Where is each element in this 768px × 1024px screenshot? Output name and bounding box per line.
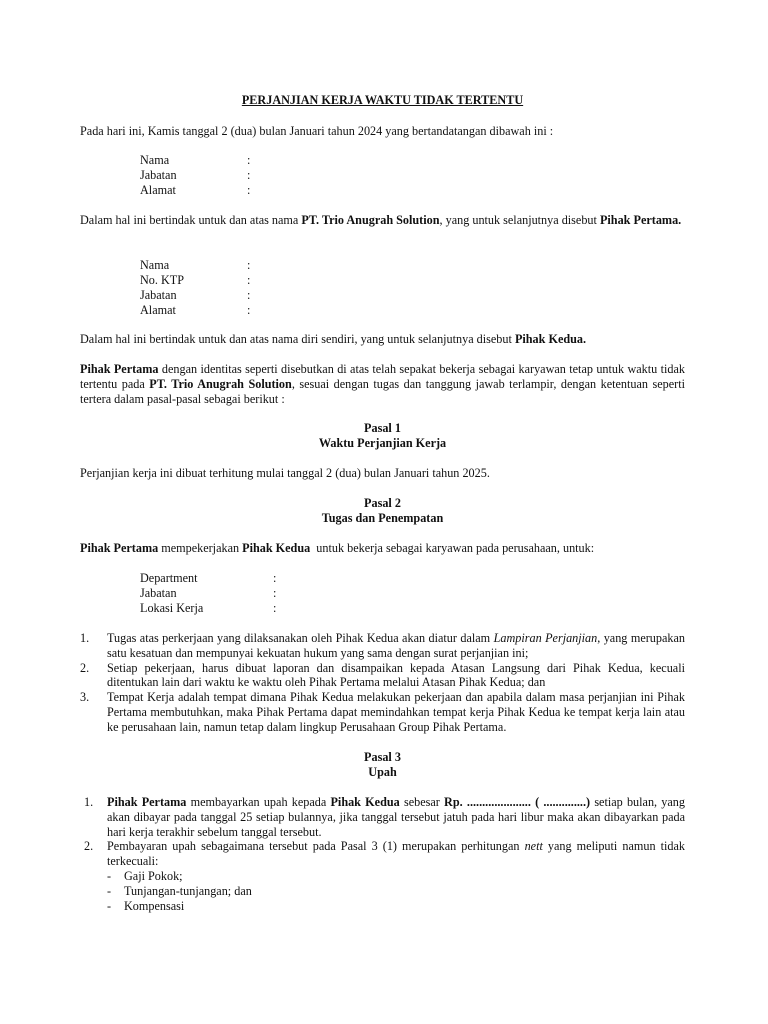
party2-statement: Dalam hal ini bertindak untuk dan atas nama diri sendiri, yang untuk selanjutnya disebut Pihak Kedua. xyxy=(80,332,587,346)
sub-list-item: - Tunjangan-tunjangan; dan xyxy=(107,883,252,898)
pasal1-heading: Pasal 1 xyxy=(364,421,401,435)
pasal2-heading: Pasal 2 xyxy=(364,496,401,510)
field-row: No. KTP : xyxy=(140,273,251,287)
document-title: PERJANJIAN KERJA WAKTU TIDAK TERTENTU xyxy=(241,93,524,107)
list-item: 2. Pembayaran upah sebagaimana tersebut pada Pasal 3 (1) merupakan perhitungan nett yang meliputi namun tidak terkecuali: - Gaji Pokok; - Tunjangan-tunjangan; dan - Kompensasi xyxy=(84,839,685,913)
field-row: Nama : xyxy=(140,258,251,272)
field-row: Lokasi Kerja : xyxy=(140,601,277,615)
list-item: 3. Tempat Kerja adalah tempat dimana Pihak Kedua melakukan pekerjaan dan apabila dalam masa perjanjian ini Pihak Pertama membutuhkan, maka Pihak Pertama dapat memindahkan tempat kerja Pihak Kedua ke tempat kerja lain atau ke perusahaan lain, namun tetap dalam lingkup Perusahaan Group Pihak Pertama. xyxy=(80,690,685,734)
sub-list-item: - Kompensasi xyxy=(107,898,185,913)
field-label: Jabatan xyxy=(140,168,177,182)
list-item: 1. Tugas atas perkerjaan yang dilaksanakan oleh Pihak Kedua akan diatur dalam Lampiran Perjanjian, yang merupakan satu kesatuan dan mempunyai kekuatan hukum yang sama dengan surat perjanjian ini; xyxy=(80,631,685,660)
pasal2-subheading: Tugas dan Penempatan xyxy=(321,511,444,525)
agreement-paragraph: Pihak Pertama dengan identitas seperti disebutkan di atas telah sepakat bekerja sebagai karyawan tetap untuk waktu tidak tertentu pada PT. Trio Anugrah Solution, sesuai dengan tugas dan tanggung jawab terlampir, dengan ketentuan seperti tertera dalam pasal-pasal sebagai berikut : xyxy=(80,362,685,406)
pasal3-list xyxy=(80,795,685,913)
pasal3-heading: Pasal 3 xyxy=(364,750,401,764)
pasal1-text: Perjanjian kerja ini dibuat terhitung mulai tanggal 2 (dua) bulan Januari tahun 2025. xyxy=(80,466,490,480)
company-name: PT. Trio Anugrah Solution xyxy=(301,213,440,227)
field-row: Department : xyxy=(140,571,277,585)
pasal3-subheading: Upah xyxy=(368,765,397,779)
field-label: Alamat xyxy=(140,183,176,197)
pasal1-subheading: Waktu Perjanjian Kerja xyxy=(318,436,447,450)
field-row: Jabatan : xyxy=(140,288,251,302)
field-label: No. KTP xyxy=(140,273,185,287)
company-name: PT. Trio Anugrah Solution xyxy=(149,376,292,391)
field-label: Nama xyxy=(140,258,170,272)
party2-fields xyxy=(140,258,251,318)
field-row: Jabatan : xyxy=(140,586,277,600)
opening-paragraph: Pada hari ini, Kamis tanggal 2 (dua) bulan Januari tahun 2024 yang bertandatangan dibawah ini : xyxy=(80,124,554,138)
field-label: Alamat xyxy=(140,303,176,317)
field-label: Department xyxy=(140,571,198,585)
party-role: Pihak Pertama. xyxy=(599,213,682,227)
field-label: Jabatan xyxy=(140,586,177,600)
list-item: 2. Setiap pekerjaan, harus dibuat laporan dan disampaikan kepada Atasan Langsung dari Pihak Kedua, kecuali ditentukan lain dari waktu ke waktu oleh Pihak Pertama melalui Atasan Pihak Kedua; dan xyxy=(80,660,685,690)
pasal2-intro: Pihak Pertama mempekerjakan Pihak Kedua untuk bekerja sebagai karyawan pada perusahaan, untuk: xyxy=(80,541,595,555)
field-row: Nama : xyxy=(140,153,251,167)
field-label: Lokasi Kerja xyxy=(140,601,204,615)
party-role: Pihak Kedua. xyxy=(514,332,587,346)
list-item: 1. Pihak Pertama membayarkan upah kepada Pihak Kedua sebesar Rp. ..................... ( ..............) setiap bulan, yang akan dibayar pada tanggal 25 setiap bulannya, jika tanggal tersebut jatuh pada hari libur maka akan dibayarkan pada hari kerja terakhir sebelum tanggal tersebut. xyxy=(84,795,685,839)
salary-amount: Rp. ..................... ( ..............) xyxy=(444,795,591,809)
party1-fields xyxy=(140,153,251,198)
field-row: Alamat : xyxy=(140,303,251,317)
sub-list-item: - Gaji Pokok; xyxy=(107,868,183,883)
field-label: Jabatan xyxy=(140,288,177,302)
field-row: Jabatan : xyxy=(140,168,251,182)
field-row: Alamat : xyxy=(140,183,251,197)
field-label: Nama xyxy=(140,153,170,167)
pasal2-list xyxy=(80,631,685,735)
party1-statement: Dalam hal ini bertindak untuk dan atas nama PT. Trio Anugrah Solution, yang untuk selanjutnya disebut Pihak Pertama. xyxy=(80,213,682,227)
pasal2-fields xyxy=(140,571,277,616)
